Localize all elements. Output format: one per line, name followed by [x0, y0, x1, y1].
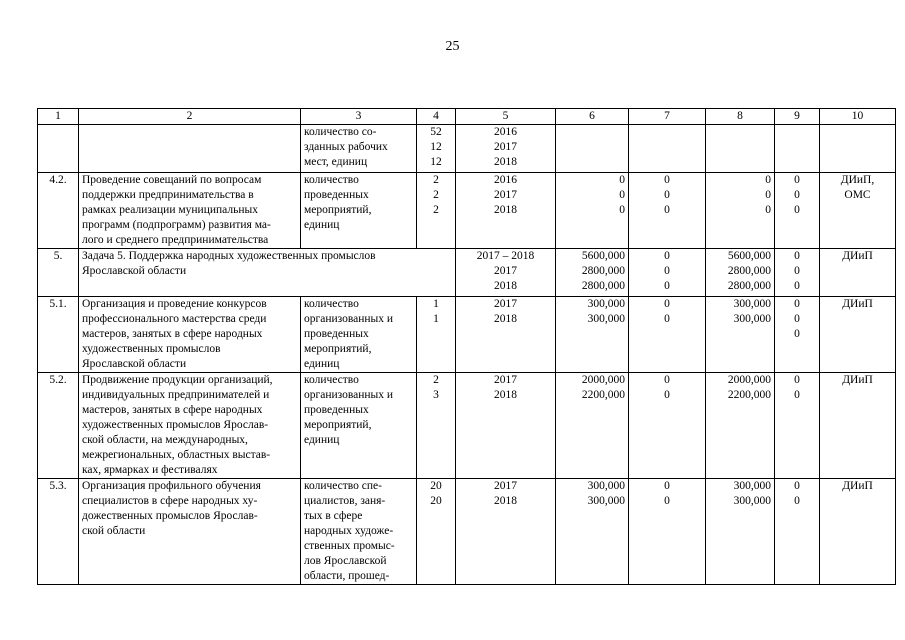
- funding-other-line: 0: [794, 280, 800, 292]
- activity-name-line: ской области, на международных,: [82, 434, 248, 446]
- funding-other: [775, 125, 820, 173]
- funding-total-line: 300,000: [587, 480, 625, 492]
- year-line: 2017: [494, 480, 517, 492]
- funding-total-line: 300,000: [587, 495, 625, 507]
- indicator-name: [301, 479, 417, 585]
- indicator-name-line: народных художе-: [304, 525, 394, 537]
- indicator-value-line: 2: [433, 174, 439, 186]
- year: [456, 479, 556, 585]
- activity-name-line: профессионального мастерства среди: [82, 313, 267, 325]
- funding-total: [556, 173, 629, 249]
- funding-federal-line: 0: [664, 495, 670, 507]
- funding-federal-line: 0: [664, 189, 670, 201]
- funding-federal: [629, 297, 706, 373]
- table-row: [38, 297, 896, 373]
- table-row: [38, 373, 896, 479]
- funding-total-line: 0: [619, 204, 625, 216]
- funding-total: [556, 479, 629, 585]
- funding-federal: [629, 373, 706, 479]
- executor-line: ДИиП: [842, 480, 873, 492]
- activity-name-line: мастеров, занятых в сфере народных: [82, 328, 263, 340]
- activity-name-line: ской области: [82, 525, 146, 537]
- funding-other-line: 0: [794, 189, 800, 201]
- indicator-value: [417, 297, 456, 373]
- task-title-line: Ярославской области: [82, 265, 187, 277]
- funding-regional: [706, 125, 775, 173]
- funding-total: [556, 249, 629, 297]
- funding-total: [556, 125, 629, 173]
- indicator-name-line: количество со-: [304, 126, 377, 138]
- year: [456, 373, 556, 479]
- indicator-name-line: количество спе-: [304, 480, 382, 492]
- funding-other-line: 0: [794, 374, 800, 386]
- funding-other: [775, 249, 820, 297]
- funding-total-line: 0: [619, 189, 625, 201]
- indicator-name: [301, 173, 417, 249]
- funding-regional-line: 0: [765, 204, 771, 216]
- funding-regional: [706, 249, 775, 297]
- funding-regional-line: 2800,000: [727, 265, 771, 277]
- funding-other: [775, 297, 820, 373]
- indicator-value-line: 1: [433, 313, 439, 325]
- activity-name: [79, 125, 301, 173]
- indicator-name-line: мест, единиц: [304, 156, 368, 168]
- indicator-value-line: 12: [430, 156, 442, 168]
- indicator-name-line: мероприятий,: [304, 204, 372, 216]
- year-line: 2017: [494, 265, 517, 277]
- header-cell-10: 10: [820, 109, 896, 125]
- funding-other-line: 0: [794, 265, 800, 277]
- year-line: 2017: [494, 374, 517, 386]
- activity-name-line: мастеров, занятых в сфере народных: [82, 404, 263, 416]
- funding-regional-line: 5600,000: [727, 250, 771, 262]
- funding-other: [775, 173, 820, 249]
- funding-federal-line: 0: [664, 313, 670, 325]
- funding-other: [775, 373, 820, 479]
- executor: [820, 125, 896, 173]
- funding-federal-line: 0: [664, 389, 670, 401]
- activity-name-line: специалистов в сфере народных ху-: [82, 495, 258, 507]
- funding-federal-line: 0: [664, 250, 670, 262]
- table-row: [38, 125, 896, 173]
- funding-total-line: 2800,000: [581, 280, 625, 292]
- row-number: 4.2.: [38, 173, 79, 249]
- indicator-name-line: зданных рабочих: [304, 141, 388, 153]
- executor-line: ОМС: [844, 189, 871, 201]
- indicator-name-line: циалистов, заня-: [304, 495, 386, 507]
- executor: [820, 479, 896, 585]
- executor-line: ДИиП: [842, 374, 873, 386]
- row-number: 5.: [38, 249, 79, 297]
- year-line: 2017: [494, 141, 517, 153]
- funding-total: [556, 297, 629, 373]
- indicator-name-line: количество: [304, 298, 359, 310]
- funding-regional-line: 300,000: [733, 495, 771, 507]
- executor: [820, 173, 896, 249]
- funding-other-line: 0: [794, 298, 800, 310]
- executor: [820, 297, 896, 373]
- program-table: [37, 108, 896, 585]
- funding-federal: [629, 249, 706, 297]
- indicator-value: [417, 373, 456, 479]
- row-number: 5.2.: [38, 373, 79, 479]
- row-number: [38, 125, 79, 173]
- activity-name-line: художественных промыслов: [82, 343, 221, 355]
- year-line: 2017 – 2018: [476, 250, 535, 262]
- activity-name: [79, 297, 301, 373]
- indicator-name: [301, 125, 417, 173]
- funding-regional-line: 300,000: [733, 298, 771, 310]
- indicator-name-line: мероприятий,: [304, 343, 372, 355]
- year: [456, 173, 556, 249]
- year-line: 2016: [494, 126, 517, 138]
- activity-name-line: ках, ярмарках и фестивалях: [82, 464, 218, 476]
- funding-total-line: 300,000: [587, 298, 625, 310]
- header-cell-2: 2: [79, 109, 301, 125]
- header-cell-9: 9: [775, 109, 820, 125]
- indicator-name-line: проведенных: [304, 189, 369, 201]
- funding-regional-line: 300,000: [733, 313, 771, 325]
- funding-other-line: 0: [794, 204, 800, 216]
- indicator-name-line: организованных и: [304, 389, 394, 401]
- funding-total-line: 2800,000: [581, 265, 625, 277]
- funding-regional: [706, 297, 775, 373]
- funding-federal-line: 0: [664, 280, 670, 292]
- indicator-name-line: проведенных: [304, 404, 369, 416]
- funding-regional-line: 0: [765, 189, 771, 201]
- year-line: 2018: [494, 495, 517, 507]
- indicator-value-line: 2: [433, 204, 439, 216]
- year-line: 2016: [494, 174, 517, 186]
- task-title-line: Задача 5. Поддержка народных художественных промыслов: [82, 250, 376, 262]
- indicator-name-line: проведенных: [304, 328, 369, 340]
- funding-total-line: 2000,000: [581, 374, 625, 386]
- funding-federal-line: 0: [664, 174, 670, 186]
- activity-name: [79, 373, 301, 479]
- funding-other-line: 0: [794, 250, 800, 262]
- indicator-name-line: организованных и: [304, 313, 394, 325]
- page-number: 25: [445, 39, 460, 54]
- funding-federal: [629, 479, 706, 585]
- table-row: [38, 249, 896, 297]
- funding-federal: [629, 125, 706, 173]
- year-line: 2018: [494, 313, 517, 325]
- funding-federal-line: 0: [664, 374, 670, 386]
- year: [456, 125, 556, 173]
- indicator-value-line: 20: [430, 495, 442, 507]
- activity-name: [79, 479, 301, 585]
- year-line: 2018: [494, 389, 517, 401]
- funding-total-line: 2200,000: [581, 389, 625, 401]
- funding-regional-line: 2000,000: [727, 374, 771, 386]
- executor-line: ДИиП: [842, 250, 873, 262]
- indicator-name-line: единиц: [304, 358, 340, 370]
- activity-name-line: Ярославской области: [82, 358, 187, 370]
- funding-total-line: 5600,000: [581, 250, 625, 262]
- indicator-value: [417, 479, 456, 585]
- funding-other-line: 0: [794, 480, 800, 492]
- indicator-value-line: 3: [433, 389, 439, 401]
- indicator-name-line: единиц: [304, 434, 340, 446]
- year-line: 2017: [494, 298, 517, 310]
- indicator-name-line: ственных промыс-: [304, 540, 395, 552]
- funding-other-line: 0: [794, 328, 800, 340]
- funding-regional: [706, 173, 775, 249]
- year-line: 2018: [494, 204, 517, 216]
- indicator-name-line: лов Ярославской: [304, 555, 387, 567]
- indicator-name-line: единиц: [304, 219, 340, 231]
- indicator-name: [301, 373, 417, 479]
- indicator-value-line: 12: [430, 141, 442, 153]
- indicator-name-line: тых в сфере: [304, 510, 363, 522]
- row-number: 5.3.: [38, 479, 79, 585]
- header-cell-5: 5: [456, 109, 556, 125]
- header-cell-3: 3: [301, 109, 417, 125]
- funding-regional: [706, 479, 775, 585]
- task-title: [79, 249, 456, 297]
- activity-name-line: лого и среднего предпринимательства: [82, 234, 269, 246]
- activity-name-line: Организация профильного обучения: [82, 480, 261, 492]
- funding-other-line: 0: [794, 389, 800, 401]
- funding-federal-line: 0: [664, 265, 670, 277]
- activity-name-line: индивидуальных предпринимателей и: [82, 389, 270, 401]
- funding-total: [556, 373, 629, 479]
- funding-total-line: 0: [619, 174, 625, 186]
- indicator-name-line: количество: [304, 374, 359, 386]
- table-row: [38, 173, 896, 249]
- executor-line: ДИиП: [842, 298, 873, 310]
- indicator-value-line: 2: [433, 189, 439, 201]
- funding-regional: [706, 373, 775, 479]
- indicator-name-line: области, прошед-: [304, 570, 390, 582]
- indicator-value-line: 1: [433, 298, 439, 310]
- funding-other: [775, 479, 820, 585]
- executor: [820, 249, 896, 297]
- funding-regional-line: 300,000: [733, 480, 771, 492]
- year: [456, 249, 556, 297]
- indicator-name: [301, 297, 417, 373]
- activity-name-line: Проведение совещаний по вопросам: [82, 174, 262, 186]
- activity-name-line: художественных промыслов Ярослав-: [82, 419, 269, 431]
- header-row: [38, 109, 896, 125]
- header-cell-1: 1: [38, 109, 79, 125]
- funding-federal: [629, 173, 706, 249]
- row-number: 5.1.: [38, 297, 79, 373]
- funding-federal-line: 0: [664, 298, 670, 310]
- indicator-name-line: мероприятий,: [304, 419, 372, 431]
- activity-name-line: межрегиональных, областных выстав-: [82, 449, 271, 461]
- indicator-value-line: 20: [430, 480, 442, 492]
- funding-regional-line: 2200,000: [727, 389, 771, 401]
- activity-name-line: рамках реализации муниципальных: [82, 204, 258, 216]
- header-cell-4: 4: [417, 109, 456, 125]
- executor-line: ДИиП,: [840, 174, 875, 186]
- activity-name-line: Организация и проведение конкурсов: [82, 298, 267, 310]
- header-cell-8: 8: [706, 109, 775, 125]
- year-line: 2018: [494, 280, 517, 292]
- indicator-value: [417, 173, 456, 249]
- funding-regional-line: 0: [765, 174, 771, 186]
- funding-other-line: 0: [794, 495, 800, 507]
- indicator-value: [417, 125, 456, 173]
- year-line: 2017: [494, 189, 517, 201]
- activity-name-line: программ (подпрограмм) развития ма-: [82, 219, 271, 231]
- activity-name-line: Продвижение продукции организаций,: [82, 374, 273, 386]
- activity-name: [79, 173, 301, 249]
- activity-name-line: поддержки предпринимательства в: [82, 189, 254, 201]
- header-cell-7: 7: [629, 109, 706, 125]
- funding-federal-line: 0: [664, 204, 670, 216]
- funding-other-line: 0: [794, 174, 800, 186]
- year-line: 2018: [494, 156, 517, 168]
- funding-regional-line: 2800,000: [727, 280, 771, 292]
- header-cell-6: 6: [556, 109, 629, 125]
- executor: [820, 373, 896, 479]
- table-row: [38, 479, 896, 585]
- year: [456, 297, 556, 373]
- indicator-value-line: 52: [430, 126, 442, 138]
- activity-name-line: дожественных промыслов Ярослав-: [82, 510, 258, 522]
- indicator-value-line: 2: [433, 374, 439, 386]
- funding-other-line: 0: [794, 313, 800, 325]
- funding-total-line: 300,000: [587, 313, 625, 325]
- funding-federal-line: 0: [664, 480, 670, 492]
- indicator-name-line: количество: [304, 174, 359, 186]
